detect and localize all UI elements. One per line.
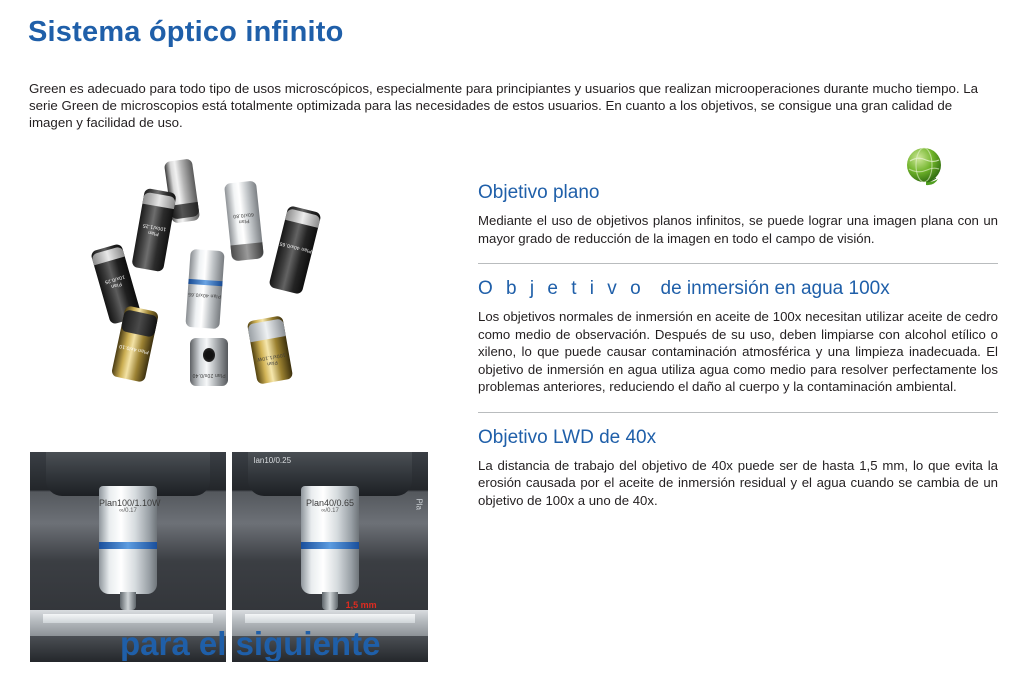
lens-label: Plan 100x/1.10W — [256, 351, 286, 367]
section-objetivo-inmersion-agua — [478, 278, 998, 396]
lens-label: Plan 60x/0.80 — [232, 210, 255, 225]
blue-ring — [301, 542, 359, 549]
section-objetivo-plano — [478, 182, 998, 247]
section-title: Objetivo plano — [478, 182, 600, 203]
section-title — [478, 278, 998, 300]
objective-lens — [224, 181, 264, 262]
lens-label: Plan 10x/0.25 — [103, 273, 126, 290]
objective-sub-label: ∞/0.17 — [321, 508, 339, 514]
working-distance-label: 1,5 mm — [345, 600, 377, 610]
objective-engraving — [99, 498, 161, 514]
section-title-suffix: de inmersión en agua 100x — [660, 278, 890, 299]
lens-label: Plan 40x/0.65 — [187, 290, 222, 300]
objective-100x — [99, 486, 161, 594]
objective-engraving — [301, 498, 359, 514]
section-divider — [478, 263, 998, 264]
microscope-objectives-photo — [80, 160, 410, 410]
objective-label: Plan100/1.10W — [99, 498, 161, 508]
specimen-slide — [245, 614, 414, 623]
section-body: Mediante el uso de objetivos planos infinitos, se puede lograr una imagen plana con un mayor grado de reducción de la imagen en todo el campo de visión. — [478, 213, 998, 246]
section-objetivo-lwd-40x — [478, 427, 998, 510]
specimen-slide — [43, 614, 212, 623]
objective-lens — [190, 338, 228, 386]
content-column — [478, 182, 998, 509]
intro-paragraph: Green es adecuado para todo tipo de usos microscópicos, especialmente para principiantes y usuarios que realizan microoperaciones durante mucho tiempo. La serie Green de microscopios está totalmente optimizada para las necesidades de estos usuarios. En cuanto a los objetivos, se consigue una gran calidad de imagen y facilidad de uso. — [29, 81, 979, 130]
objective-sub-label: ∞/0.17 — [119, 508, 137, 514]
section-title-prefix: O b j e t i v o — [478, 278, 645, 299]
lens-label: Plan 100x/1.25 — [142, 222, 167, 237]
side-objective-label: Pla — [415, 498, 424, 510]
objective-lens — [247, 315, 294, 384]
globe-icon — [902, 143, 948, 189]
section-divider — [478, 412, 998, 413]
lens-label: Plan 20x/0.40 — [192, 372, 226, 378]
objective-tip — [322, 592, 338, 610]
objective-tip — [120, 592, 136, 610]
blue-ring — [99, 542, 157, 549]
lens-label: Plan 40x/0.65 — [278, 240, 313, 255]
objective-lens — [185, 249, 224, 329]
objective-lens — [268, 205, 321, 295]
objective-label: Plan40/0.65 — [305, 498, 355, 508]
objective-lens — [131, 188, 176, 272]
page-title: Sistema óptico infinito — [28, 16, 344, 48]
neighbor-objective-label: lan10/0.25 — [253, 456, 292, 465]
section-title: Objetivo LWD de 40x — [478, 426, 657, 448]
objective-40x — [301, 486, 359, 594]
bottom-heading: para el siguiente — [120, 625, 381, 661]
lens-label: Plan 4x/0.10 — [118, 342, 150, 355]
section-body: La distancia de trabajo del objetivo de 40x puede ser de hasta 1,5 mm, lo que evita la erosión causada por el aceite de inmersión residual y el agua cuando se cambia de un objetivo de 100x a uno de 40x. — [478, 457, 998, 508]
section-body: Los objetivos normales de inmersión en aceite de 100x necesitan utilizar aceite de cedro como medio de observación. Después de su uso, deben limpiarse con alcohol etílico o xileno, lo que puede causar contaminación atmosférica y una limpieza inadecuada. El objetivo de inmersión en agua utiliza agua como medio para resolver perfectamente los problemas anteriores, reduciendo el daño al cuerpo y la contaminación ambiental. — [478, 309, 998, 394]
